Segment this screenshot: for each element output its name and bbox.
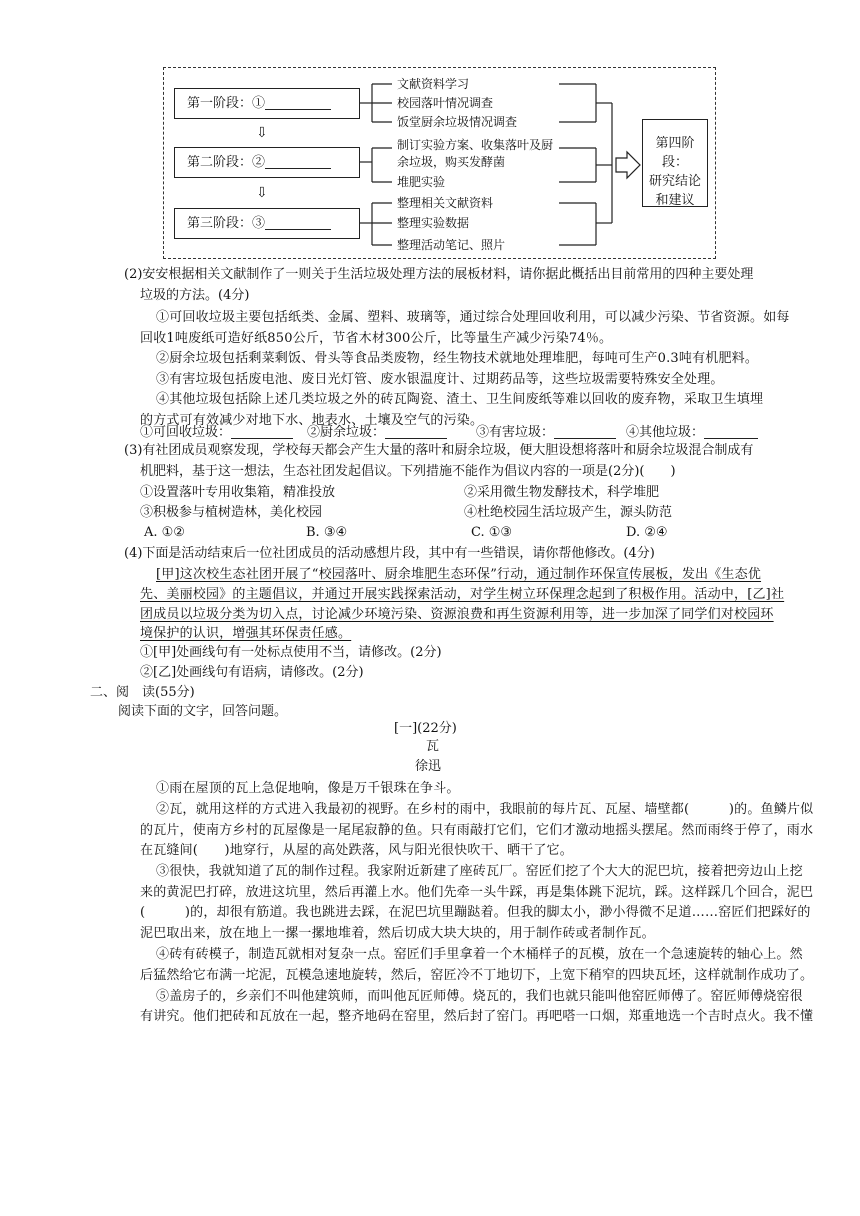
section-heading: 二、阅 读(55分) xyxy=(90,685,195,700)
diagram-item: 校园落叶情况调查 xyxy=(397,96,494,110)
q2-answer xyxy=(307,424,447,442)
stage-2-box xyxy=(174,147,360,178)
q2-material: ③有害垃圾包括废电池、废日光灯管、废水银温度计、过期药品等，这些垃圾需要特殊安全处理。 xyxy=(156,372,724,387)
q2-answer xyxy=(476,424,616,442)
stage-4-line: 第四阶段： xyxy=(655,136,695,170)
stage-1-label: 第一阶段：① xyxy=(187,96,266,111)
q3-choice-a[interactable]: A. ①② xyxy=(144,525,185,540)
diagram-item: 制订实验方案、收集落叶及厨 xyxy=(397,138,554,152)
q3-option[interactable]: ②采用微生物发酵技术，科学堆肥 xyxy=(464,485,660,500)
article-para: ④砖有砖模子，制造瓦就相对复杂一点。窑匠们手里拿着一个木桶样子的瓦模，放在一个急速旋转的轴心上。然 xyxy=(156,947,803,962)
answer-blank[interactable] xyxy=(385,424,447,439)
diagram-item: 整理活动笔记、照片 xyxy=(397,238,506,252)
section-instruction: 阅读下面的文字，回答问题。 xyxy=(118,704,288,719)
q4-subquestion: ①[甲]处画线句有一处标点使用不当，请修改。(2分) xyxy=(140,645,442,660)
diagram-item: 文献资料学习 xyxy=(397,77,470,91)
stage-4-line: 和建议 xyxy=(655,193,695,208)
q2-stem: 垃圾的方法。(4分) xyxy=(140,288,250,303)
stage-2-label: 第二阶段：② xyxy=(187,155,266,170)
article-para: 有讲究。他们把砖和瓦放在一起，整齐地码在窑里，然后封了窑门。再吧嗒一口烟，郑重地选一个吉时点火。我不懂 xyxy=(140,1009,814,1024)
article-para: 泥巴取出来，放在地上一摞一摞地堆着，然后切成大块大块的，用于制作砖或者制作瓦。 xyxy=(140,926,655,941)
q2-answer-label: ④其他垃圾： xyxy=(626,425,705,440)
flow-diagram xyxy=(163,67,716,259)
q4-stem: (4)下面是活动结束后一位社团成员的活动感想片段，其中有一些错误，请你帮他修改。(4分) xyxy=(124,546,655,561)
q2-stem: (2)安安根据相关文献制作了一则关于生活垃圾处理方法的展板材料，请你据此概括出目前常用的四种主要处理 xyxy=(124,267,754,282)
down-arrow-icon: ⇩ xyxy=(256,185,268,201)
q4-passage: 团成员以垃圾分类为切入点，讨论减少环境污染、资源浪费和再生资源利用等，进一步加深了同学们对校园环 xyxy=(140,607,774,622)
stage-3-blank[interactable] xyxy=(265,215,331,230)
q4-passage: [甲]这次校生态社团开展了“校园落叶、厨余堆肥生态环保”行动，通过制作环保宣传展板，发出《生态优 xyxy=(156,567,762,582)
q3-choice-c[interactable]: C. ①③ xyxy=(471,525,513,540)
stage-2-blank[interactable] xyxy=(265,154,331,169)
article-para: ①雨在屋顶的瓦上急促地响，像是万千银珠在争斗。 xyxy=(156,781,460,796)
q2-answer xyxy=(626,424,758,442)
q2-answer-label: ②厨余垃圾： xyxy=(307,425,386,440)
q2-answer-label: ①可回收垃圾： xyxy=(140,425,232,440)
stage-3-label: 第三阶段：③ xyxy=(187,216,266,231)
q2-material: ①可回收垃圾主要包括纸类、金属、塑料、玻璃等，通过综合处理回收利用，可以减少污染、节省资源。如每 xyxy=(156,310,790,325)
stage-3-box xyxy=(174,208,360,239)
article-para: ②瓦，就用这样的方式进入我最初的视野。在乡村的雨中，我眼前的每片瓦、瓦屋、墙壁都( )的。鱼鳞片似 xyxy=(156,802,814,817)
answer-blank[interactable] xyxy=(231,424,293,439)
stage-1-box xyxy=(174,88,360,119)
article-para: 来的黄泥巴打碎，放进这坑里，然后再灌上水。他们先牵一头牛踩，再是集体跳下泥坑，踩。这样踩几个回合，泥巴 xyxy=(140,885,814,900)
q2-material: 回收1吨废纸可造好纸850公斤，节省木材300公斤，比等量生产减少污染74％。 xyxy=(140,331,613,346)
q2-material: ④其他垃圾包括除上述几类垃圾之外的砖瓦陶瓷、渣土、卫生间废纸等难以回收的废弃物，采取卫生填埋 xyxy=(156,392,764,407)
diagram-item: 饭堂厨余垃圾情况调查 xyxy=(397,115,518,129)
article-author: 徐迅 xyxy=(415,759,442,774)
stage-4-line: 研究结论 xyxy=(648,174,701,189)
q3-option[interactable]: ④杜绝校园生活垃圾产生，源头防范 xyxy=(464,505,673,520)
q2-material: 的方式可有效减少对地下水、地表水、土壤及空气的污染。 xyxy=(140,413,484,428)
q4-passage: 境保护的认识，增强其环保责任感。 xyxy=(140,626,352,641)
q2-answer xyxy=(140,424,293,442)
answer-blank[interactable] xyxy=(704,424,758,439)
article-para: ( )的，却很有筋道。我也跳进去踩，在泥巴坑里蹦跶着。但我的脚太小，渺小得微不足道……窑匠们把踩好的 xyxy=(140,905,811,920)
stage-1-blank[interactable] xyxy=(265,95,331,110)
article-title: 瓦 xyxy=(426,739,440,754)
q3-choice-d[interactable]: D. ②④ xyxy=(626,525,668,540)
article-para: ⑤盖房子的，乡亲们不叫他建筑师，而叫他瓦匠师傅。烧瓦的，我们也就只能叫他窑匠师傅了。窑匠师傅烧窑很 xyxy=(156,989,803,1004)
article-para: 后猛然给它布满一坨泥，瓦模急速地旋转，然后，窑匠冷不丁地切下，上宽下稍窄的四块瓦坯，这样就制作成功了。 xyxy=(140,968,814,983)
q2-answer-label: ③有害垃圾： xyxy=(476,425,555,440)
q3-stem: (3)有社团成员观察发现，学校每天都会产生大量的落叶和厨余垃圾，便大胆设想将落叶和厨余垃圾混合制成有 xyxy=(124,443,754,458)
article-para: ③很快，我就知道了瓦的制作过程。我家附近新建了座砖瓦厂。窑匠们挖了个大大的泥巴坑，接着把旁边山上挖 xyxy=(156,864,803,879)
q3-option[interactable]: ①设置落叶专用收集箱，精准投放 xyxy=(140,485,336,500)
article-para: 的瓦片，使南方乡村的瓦屋像是一尾尾寂静的鱼。只有雨敲打它们，它们才激动地摇头摆尾。然而雨终于停了，雨水 xyxy=(140,823,814,838)
diagram-item: 余垃圾，购买发酵菌 xyxy=(397,155,506,169)
answer-blank[interactable] xyxy=(554,424,616,439)
part-label: [一](22分) xyxy=(394,721,457,736)
diagram-item: 整理实验数据 xyxy=(397,216,470,230)
q2-material: ②厨余垃圾包括剩菜剩饭、骨头等食品类废物，经生物技术就地处理堆肥，每吨可生产0.3吨有机肥料。 xyxy=(156,351,759,366)
article-para: 在瓦缝间( )地穿行，从屋的高处跌落，风与阳光很快吹干、晒干了它。 xyxy=(140,843,573,858)
down-arrow-icon: ⇩ xyxy=(256,125,268,141)
q3-choice-b[interactable]: B. ③④ xyxy=(306,525,348,540)
diagram-item: 堆肥实验 xyxy=(397,175,446,189)
q3-stem: 机肥料，基于这一想法，生态社团发起倡议。下列措施不能作为倡议内容的一项是(2分)( ) xyxy=(140,464,676,479)
q4-subquestion: ②[乙]处画线句有语病，请修改。(2分) xyxy=(140,665,364,680)
diagram-item: 整理相关文献资料 xyxy=(397,196,494,210)
stage-4-box xyxy=(642,119,708,207)
q3-option[interactable]: ③积极参与植树造林，美化校园 xyxy=(140,505,323,520)
q4-passage: 先、美丽校园》的主题倡议，并通过开展实践探索活动，对学生树立环保理念起到了积极作用。活动中，[乙]社 xyxy=(140,587,785,602)
